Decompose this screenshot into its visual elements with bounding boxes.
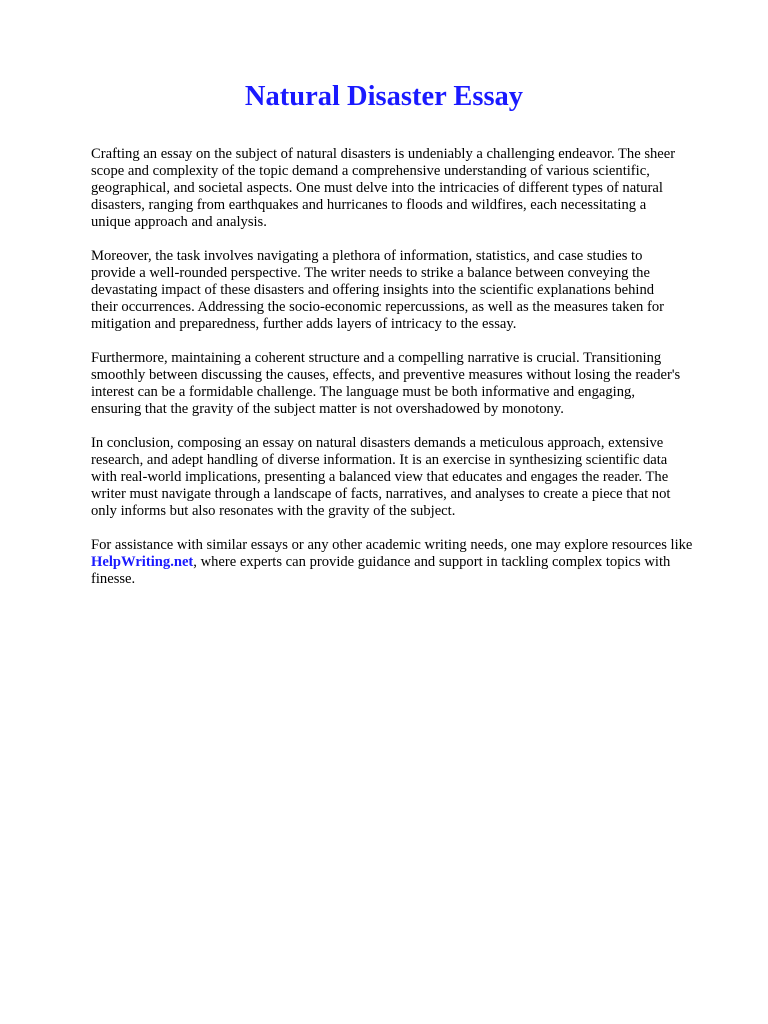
closing-paragraph	[91, 537, 741, 588]
helpwriting-link[interactable]: HelpWriting.net	[91, 554, 194, 570]
page-title: Natural Disaster Essay	[244, 81, 524, 112]
paragraph-4: In conclusion, composing an essay on natural disasters demands a meticulous approach, extensive research, and adept handling of diverse information. It is an exercise in synthesizing scientific data with real-world implications, presenting a balanced view that educates and engages the reader. The writer must navigate through a landscape of facts, narratives, and analyses to create a piece that not only informs but also resonates with the gravity of the subject.	[91, 435, 671, 519]
paragraph-3: Furthermore, maintaining a coherent structure and a compelling narrative is crucial. Transitioning smoothly between discussing the causes, effects, and preventive measures without losing the reader's interest can be a formidable challenge. The language must be both informative and engaging, ensuring that the gravity of the subject matter is not overshadowed by monotony.	[91, 350, 681, 417]
paragraph-1: Crafting an essay on the subject of natural disasters is undeniably a challenging endeavor. The sheer scope and complexity of the topic demand a comprehensive understanding of various scientific, geographical, and societal aspects. One must delve into the intricacies of different types of natural disasters, ranging from earthquakes and hurricanes to floods and wildfires, each necessitating a unique approach and analysis.	[91, 146, 676, 230]
closing-text-before-link: For assistance with similar essays or any other academic writing needs, one may explore resources like	[91, 537, 693, 553]
paragraph-2: Moreover, the task involves navigating a plethora of information, statistics, and case studies to provide a well-rounded perspective. The writer needs to strike a balance between conveying the devastating impact of these disasters and offering insights into the scientific explanations behind their occurrences. Addressing the socio-economic repercussions, as well as the measures taken for mitigation and preparedness, further adds layers of intricacy to the essay.	[91, 248, 665, 332]
closing-text-after-link: , where experts can provide guidance and support in tackling complex topics with finesse.	[91, 554, 671, 587]
essay-body	[91, 146, 741, 605]
